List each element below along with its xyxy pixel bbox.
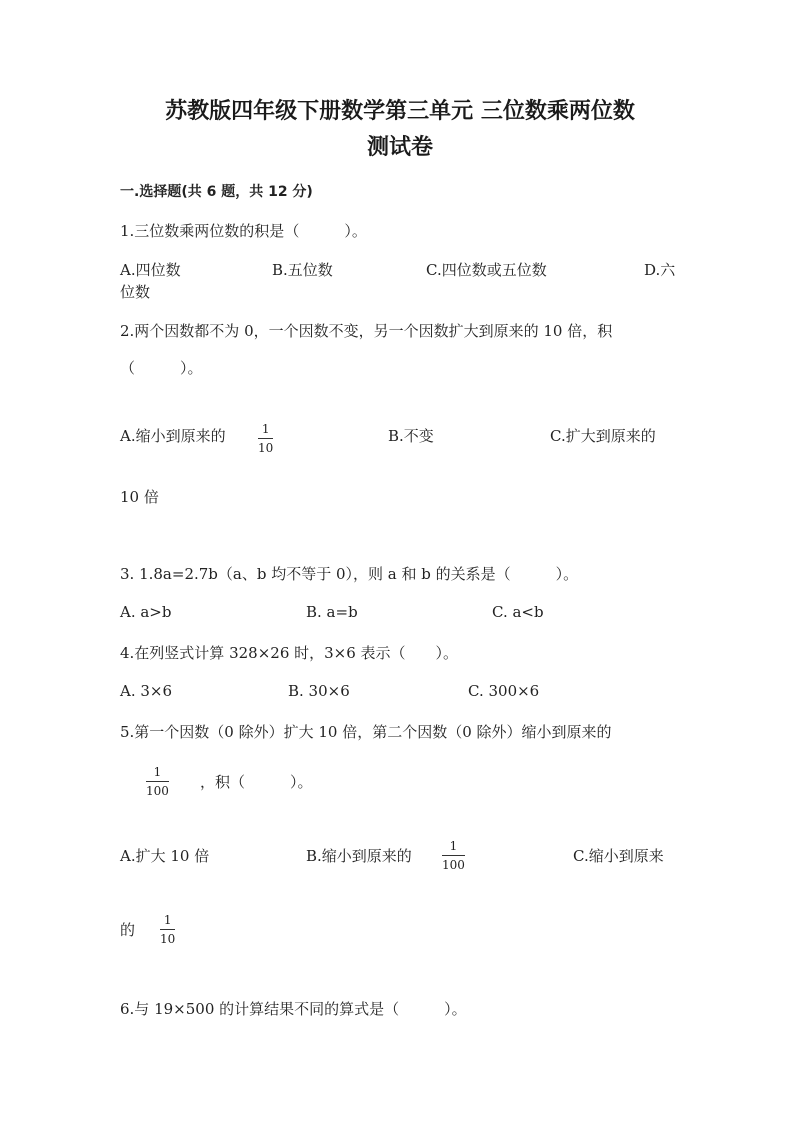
fraction-numerator: 1: [163, 913, 172, 927]
question-5-stem-cont: ，积（ ）。: [200, 773, 313, 791]
question-1-option-d: D.六: [644, 261, 676, 279]
question-3-option-a: A. a>b: [120, 603, 172, 621]
question-5-option-b: B.缩小到原来的: [306, 847, 412, 865]
section-heading: 一.选择题(共 6 题，共 12 分): [120, 184, 313, 200]
question-4-option-a: A. 3×6: [120, 682, 173, 700]
fraction-denominator: 10: [258, 441, 274, 455]
question-3-option-b: B. a=b: [306, 603, 358, 621]
fraction-denominator: 100: [146, 784, 169, 798]
fraction: [146, 766, 169, 797]
fraction-bar: [258, 438, 273, 439]
question-1-option-a: A.四位数: [120, 261, 181, 279]
question-4-stem: 4.在列竖式计算 328×26 时，3×6 表示（ ）。: [120, 644, 459, 662]
question-1-option-d-cont: 位数: [120, 283, 151, 301]
fraction-bar: [160, 929, 175, 930]
question-5-option-a: A.扩大 10 倍: [120, 847, 210, 865]
fraction-bar: [442, 855, 465, 856]
fraction: [160, 914, 175, 945]
question-2-option-c-cont: 10 倍: [120, 488, 159, 506]
question-6-stem: 6.与 19×500 的计算结果不同的算式是（ ）。: [120, 1000, 467, 1018]
question-2-stem: 2.两个因数都不为 0，一个因数不变，另一个因数扩大到原来的 10 倍，积: [120, 322, 613, 340]
fraction-denominator: 10: [160, 932, 176, 946]
fraction: [442, 840, 465, 871]
question-5-stem: 5.第一个因数（0 除外）扩大 10 倍，第二个因数（0 除外）缩小到原来的: [120, 723, 612, 741]
question-4-option-c: C. 300×6: [468, 682, 540, 700]
fraction-numerator: 1: [261, 422, 270, 436]
question-5-option-c-cont: 的: [120, 921, 136, 939]
page-title-line2: 测试卷: [366, 134, 433, 160]
question-4-option-b: B. 30×6: [288, 682, 350, 700]
question-2-stem-cont: （ ）。: [120, 359, 203, 377]
fraction-numerator: 1: [153, 765, 162, 779]
question-3-stem: 3. 1.8a=2.7b（a、b 均不等于 0），则 a 和 b 的关系是（ ）。: [120, 565, 579, 583]
question-3-option-c: C. a<b: [492, 603, 544, 621]
fraction-numerator: 1: [449, 839, 458, 853]
page-title: 苏教版四年级下册数学第三单元 三位数乘两位数: [165, 98, 635, 124]
question-1-option-b: B.五位数: [272, 261, 333, 279]
question-2-option-b: B.不变: [388, 427, 434, 445]
fraction-denominator: 100: [442, 858, 465, 872]
question-1-stem: 1.三位数乘两位数的积是（ ）。: [120, 222, 367, 240]
question-2-option-c: C.扩大到原来的: [550, 427, 656, 445]
question-1-option-c: C.四位数或五位数: [426, 261, 547, 279]
question-5-option-c: C.缩小到原来: [573, 847, 664, 865]
fraction: [258, 423, 273, 454]
question-2-option-a: A.缩小到原来的: [120, 427, 226, 445]
fraction-bar: [146, 781, 169, 782]
